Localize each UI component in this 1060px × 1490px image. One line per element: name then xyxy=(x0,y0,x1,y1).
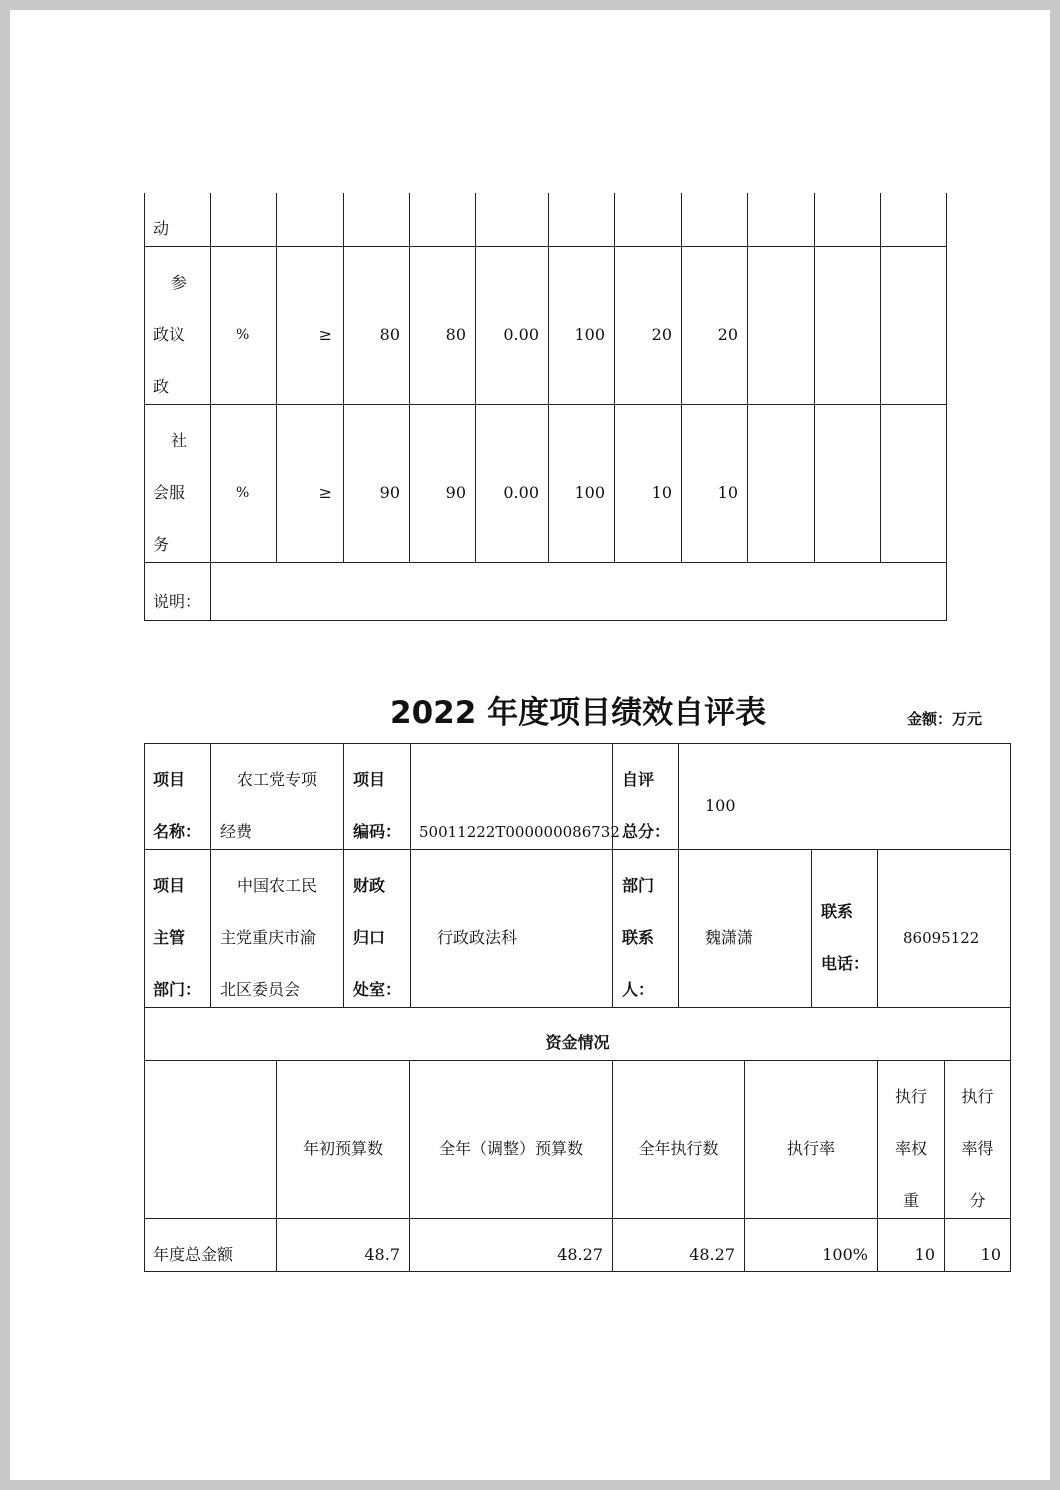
dept-value-3: 北区委员会 xyxy=(220,980,301,999)
cell-value: 20 xyxy=(651,325,672,344)
phone-label-2: 电话： xyxy=(821,954,870,973)
cell-value: 10 xyxy=(651,483,672,502)
row-label-canzheng-1: 参 xyxy=(171,273,188,292)
cell-value: 100 xyxy=(574,325,605,344)
note-label: 说明： xyxy=(153,592,202,611)
project-name-value-1: 农工党专项 xyxy=(237,770,318,789)
dept-label-2: 主管 xyxy=(153,928,186,947)
total-exec-rate: 100% xyxy=(822,1245,868,1264)
cell-operator: ≥ xyxy=(318,325,332,344)
row-label-shehui-1: 社 xyxy=(171,431,188,450)
row-label-canzheng-2: 政议 xyxy=(153,325,186,344)
total-adjusted-budget: 48.27 xyxy=(557,1245,603,1264)
cell-value: 80 xyxy=(379,325,400,344)
finance-label-2: 归口 xyxy=(353,928,386,947)
cell-value: 10 xyxy=(717,483,738,502)
phone-value: 86095122 xyxy=(903,929,980,947)
header-score-3: 分 xyxy=(969,1191,986,1210)
header-adjusted-budget: 全年（调整）预算数 xyxy=(438,1139,583,1158)
score-label-2: 总分： xyxy=(622,822,671,841)
funds-section-title: 资金情况 xyxy=(545,1033,610,1052)
header-initial-budget: 年初预算数 xyxy=(302,1139,383,1158)
cell-value: 90 xyxy=(445,483,466,502)
finance-label-3: 处室： xyxy=(353,980,402,999)
dept-value-2: 主党重庆市渝 xyxy=(220,928,317,947)
header-executed: 全年执行数 xyxy=(638,1139,719,1158)
contact-label-1: 部门 xyxy=(622,876,655,895)
cell-value: 90 xyxy=(379,483,400,502)
total-weight: 10 xyxy=(914,1245,935,1264)
header-weight-3: 重 xyxy=(902,1191,919,1210)
phone-label-1: 联系 xyxy=(821,902,854,921)
cell-value: 80 xyxy=(445,325,466,344)
row-label-canzheng-3: 政 xyxy=(153,377,170,396)
row-label-dong: 动 xyxy=(153,219,170,238)
project-code-label-2: 编码： xyxy=(353,822,402,841)
evaluation-table xyxy=(10,10,1050,1290)
dept-label-1: 项目 xyxy=(153,876,186,895)
cell-value: 0.00 xyxy=(503,483,539,502)
cell-unit: % xyxy=(236,485,250,501)
dept-value-1: 中国农工民 xyxy=(237,876,318,895)
header-weight-2: 率权 xyxy=(894,1139,927,1158)
finance-label-1: 财政 xyxy=(353,876,386,895)
amount-unit-label: 金额：万元 xyxy=(907,710,983,728)
score-value: 100 xyxy=(705,796,736,815)
project-name-label-1: 项目 xyxy=(153,770,186,789)
cell-value: 0.00 xyxy=(503,325,539,344)
header-score-1: 执行 xyxy=(961,1087,994,1106)
project-code-value: 50011222T000000086732 xyxy=(419,823,620,841)
dept-label-3: 部门： xyxy=(153,980,202,999)
total-initial-budget: 48.7 xyxy=(364,1245,400,1264)
project-name-value-2: 经费 xyxy=(220,822,253,841)
project-name-label-2: 名称： xyxy=(153,822,202,841)
row-label-shehui-2: 会服 xyxy=(153,483,186,502)
page-title: 2022 年度项目绩效自评表 xyxy=(390,695,767,731)
total-row-label: 年度总金额 xyxy=(153,1245,234,1264)
cell-unit: % xyxy=(236,327,250,343)
header-exec-rate: 执行率 xyxy=(786,1139,835,1158)
cell-operator: ≥ xyxy=(318,483,332,502)
header-score-2: 率得 xyxy=(961,1139,994,1158)
total-score: 10 xyxy=(980,1245,1001,1264)
row-label-shehui-3: 务 xyxy=(153,535,170,554)
cell-value: 100 xyxy=(574,483,605,502)
contact-label-2: 联系 xyxy=(622,928,655,947)
document-page xyxy=(10,10,1050,1480)
contact-label-3: 人： xyxy=(622,980,655,999)
project-code-label-1: 项目 xyxy=(353,770,386,789)
header-weight-1: 执行 xyxy=(894,1087,927,1106)
score-label-1: 自评 xyxy=(622,770,655,789)
contact-value: 魏潇潇 xyxy=(705,928,754,947)
finance-value: 行政政法科 xyxy=(437,928,518,947)
cell-value: 20 xyxy=(717,325,738,344)
total-executed: 48.27 xyxy=(689,1245,735,1264)
